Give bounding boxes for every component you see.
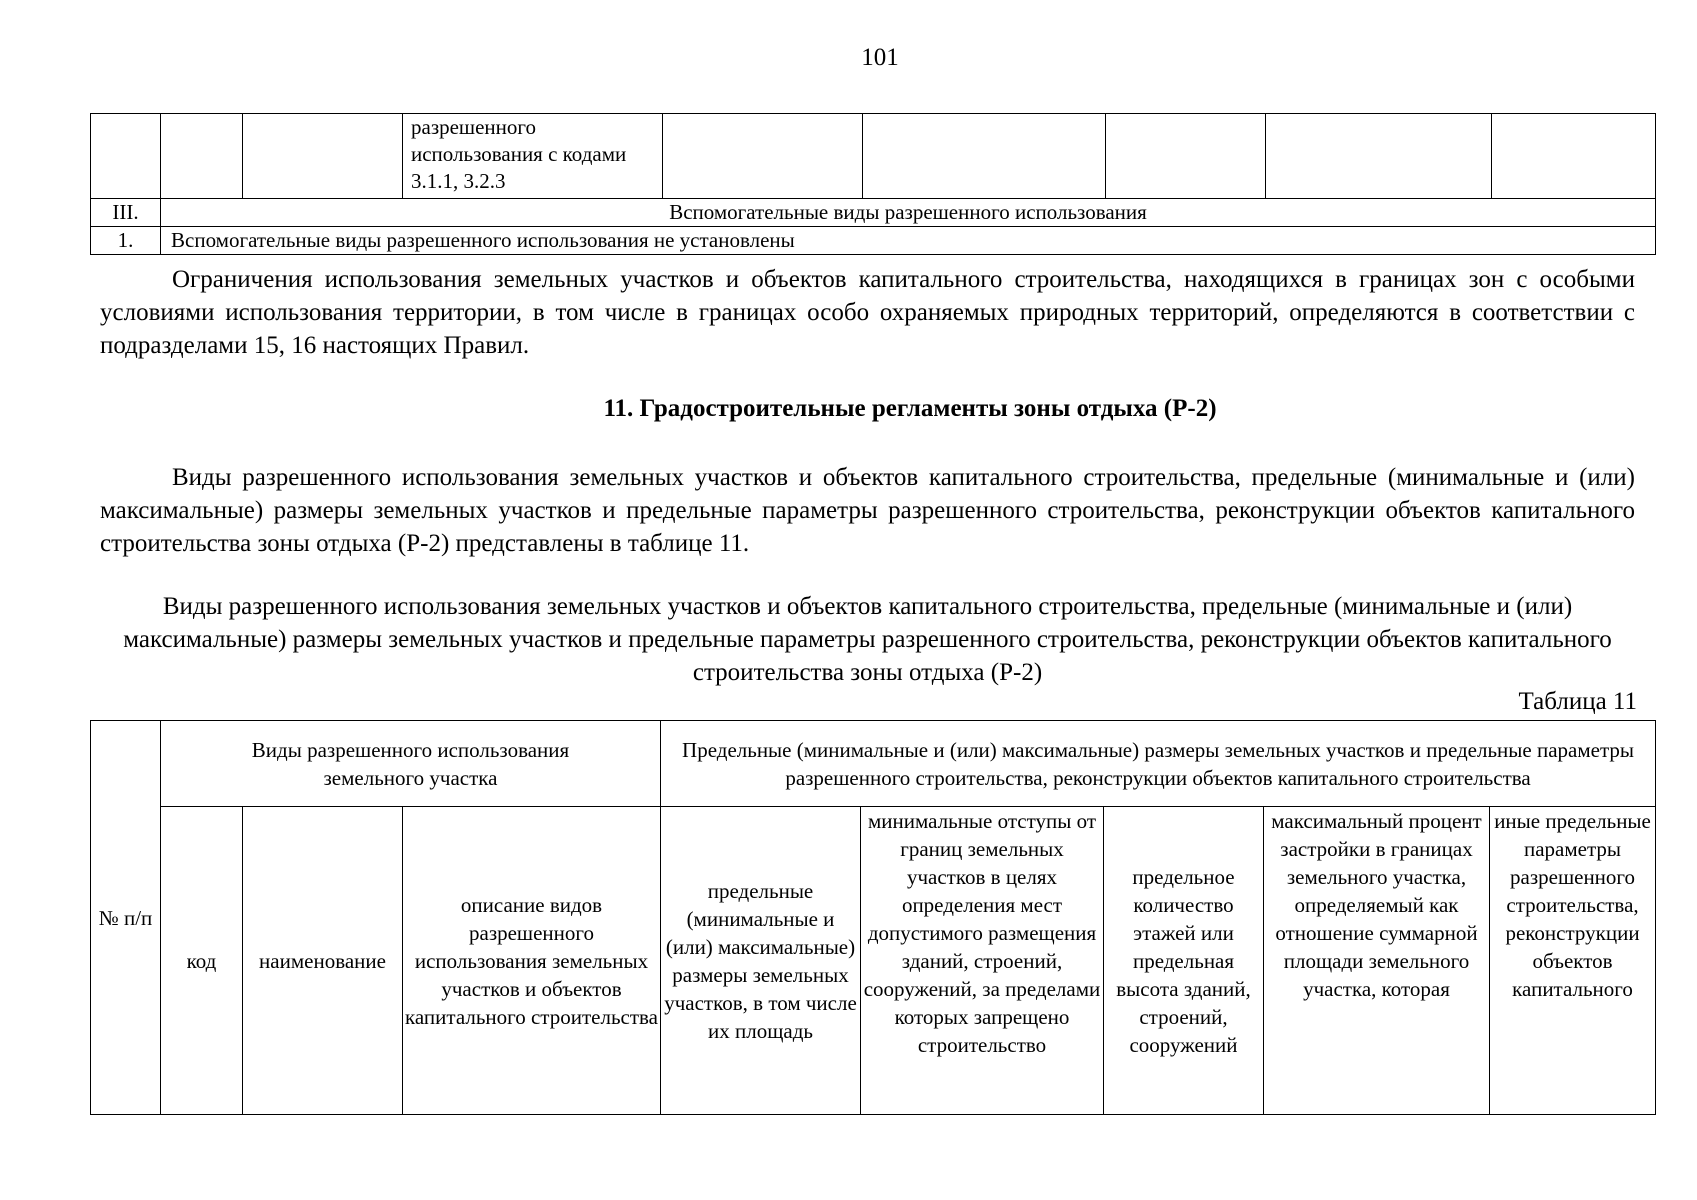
col-other-header: иные предельные параметры разрешенного строительства, реконструкции объектов капитального bbox=[1490, 807, 1656, 1115]
continued-table bbox=[90, 113, 1656, 255]
table-caption: Виды разрешенного использования земельных участков и объектов капитального строительства, предельные (минимальные и (или) максимальные) размеры земельных участков и предельные параметры разрешенного строительства, реконструкции объектов капитального строительства зоны отдыха (Р-2) bbox=[123, 593, 1612, 686]
col-num-header: № п/п bbox=[91, 721, 161, 1115]
section-heading: 11. Градостроительные регламенты зоны отдыха (Р-2) bbox=[603, 395, 1217, 422]
table-cell: разрешенного использования с кодами 3.1.1, 3.2.3 bbox=[403, 114, 663, 199]
intro-paragraph bbox=[100, 461, 1635, 560]
table-header-row bbox=[91, 721, 1656, 807]
table-row bbox=[91, 199, 1656, 227]
regulations-table bbox=[90, 720, 1656, 1115]
page-number: 101 bbox=[861, 44, 899, 71]
col-name-header: наименование bbox=[243, 807, 403, 1115]
table-row bbox=[91, 227, 1656, 255]
col-description-header: описание видов разрешенного использования земельных участков и объектов капитального строительства bbox=[403, 807, 661, 1115]
params-group-header: Предельные (минимальные и (или) максимальные) размеры земельных участков и предельные параметры разрешенного строительства, реконструкции объектов капитального строительства bbox=[661, 721, 1656, 807]
col-floors-header: предельное количество этажей или предельная высота зданий, строений, сооружений bbox=[1104, 807, 1264, 1115]
intro-text: Виды разрешенного использования земельных участков и объектов капитального строительства, предельные (минимальные и (или) максимальные) размеры земельных участков и предельные параметры разрешенного строительства, реконструкции объектов капитального строительства зоны отдыха (Р-2) представлены в таблице 11. bbox=[100, 464, 1635, 557]
types-group-header: Виды разрешенного использования земельного участка bbox=[161, 721, 661, 807]
restrictions-paragraph bbox=[100, 263, 1635, 362]
table-label: Таблица 11 bbox=[1518, 688, 1637, 715]
col-sizes-header: предельные (минимальные и (или) максимальные) размеры земельных участков, в том числе их площадь bbox=[661, 807, 861, 1115]
row-number: 1. bbox=[91, 227, 161, 255]
table-row bbox=[91, 114, 1656, 199]
col-coverage-header: максимальный процент застройки в границах земельного участка, определяемый как отношение суммарной площади земельного участка, которая bbox=[1264, 807, 1490, 1115]
section-number: III. bbox=[91, 199, 161, 227]
table-header-row bbox=[91, 807, 1656, 1115]
col-setbacks-header: минимальные отступы от границ земельных участков в целях определения мест допустимого размещения зданий, строений, сооружений, за пределами которых запрещено строительство bbox=[861, 807, 1104, 1115]
col-code-header: код bbox=[161, 807, 243, 1115]
row-text: Вспомогательные виды разрешенного использования не установлены bbox=[161, 227, 1656, 255]
section-title: Вспомогательные виды разрешенного использования bbox=[161, 199, 1656, 227]
restrictions-text: Ограничения использования земельных участков и объектов капитального строительства, находящихся в границах зон с особыми условиями использования территории, в том числе в границах особо охраняемых природных территорий, определяются в соответствии с подразделами 15, 16 настоящих Правил. bbox=[100, 266, 1635, 359]
